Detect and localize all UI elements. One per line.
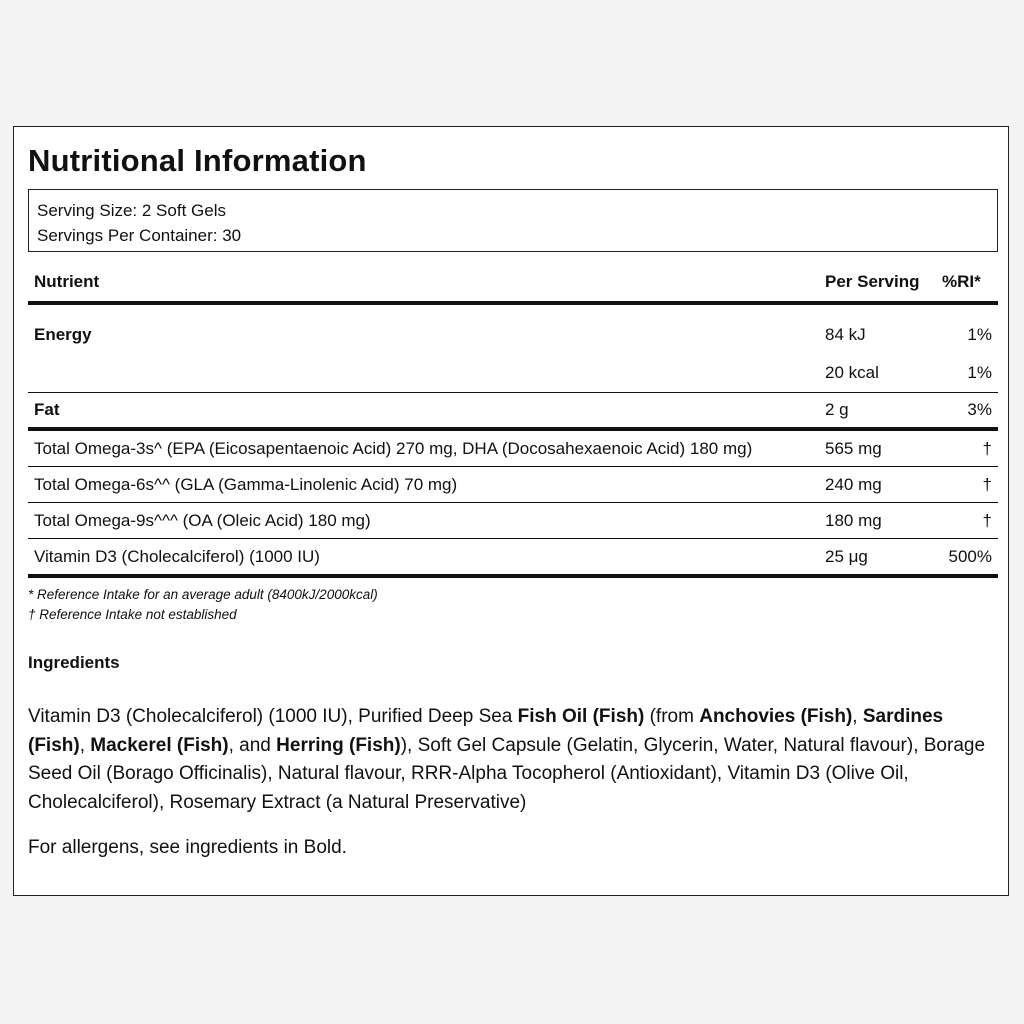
ingredient-segment: , — [79, 734, 91, 756]
table-row-energy-kj — [28, 303, 998, 358]
nutrient-label: Fat — [28, 393, 819, 430]
per-serving-value: 2 g — [819, 393, 936, 430]
allergen-ingredient: Fish Oil (Fish) — [517, 706, 645, 727]
nutrition-table — [28, 263, 998, 578]
per-serving-value: 20 kcal — [819, 358, 936, 393]
ingredients-text — [28, 703, 988, 817]
table-row-energy-kcal — [28, 358, 998, 393]
serving-info-box — [28, 189, 998, 252]
ri-footnote: * Reference Intake for an average adult (8400kJ/2000kcal) — [28, 587, 378, 602]
ri-value: † — [936, 467, 998, 503]
per-serving-value: 25 μg — [819, 539, 936, 577]
serving-size: Serving Size: 2 Soft Gels — [37, 201, 226, 220]
header-ri: %RI* — [936, 263, 998, 303]
nutrient-label-empty — [28, 358, 819, 393]
table-row — [28, 503, 998, 539]
ri-value: 1% — [936, 358, 998, 393]
table-row — [28, 429, 998, 467]
allergen-ingredient: Mackerel (Fish) — [90, 734, 229, 756]
allergen-note: For allergens, see ingredients in Bold. — [28, 837, 347, 858]
ingredient-segment: , — [852, 706, 863, 727]
ri-value: 3% — [936, 393, 998, 430]
ri-value: † — [936, 429, 998, 467]
ri-value: † — [936, 503, 998, 539]
table-row — [28, 539, 998, 577]
ingredient-segment: Vitamin D3 (Cholecalciferol) (1000 IU), Purified Deep Sea — [28, 706, 518, 727]
ri-value: 1% — [967, 324, 992, 344]
allergen-ingredient: Sardines (Fish) — [28, 706, 944, 756]
allergen-ingredient: Herring (Fish) — [276, 734, 401, 756]
ri-value: 500% — [936, 539, 998, 577]
dagger-footnote: † Reference Intake not established — [28, 607, 237, 622]
ingredient-segment: , and — [228, 734, 277, 756]
per-serving-value: 240 mg — [819, 467, 936, 503]
footnotes — [28, 585, 378, 625]
per-serving-value: 84 kJ — [825, 324, 866, 344]
ingredient-segment: (from — [644, 706, 700, 727]
servings-per-container: Servings Per Container: 30 — [37, 226, 242, 245]
header-nutrient: Nutrient — [28, 263, 819, 303]
page-title: Nutritional Information — [28, 143, 367, 178]
nutrient-label: Total Omega-6s^^ (GLA (Gamma-Linolenic Acid) 70 mg) — [28, 467, 819, 503]
table-row-fat — [28, 393, 998, 430]
per-serving-value: 180 mg — [819, 503, 936, 539]
table-header-row — [28, 263, 998, 303]
ingredients-heading: Ingredients — [28, 653, 120, 672]
nutrition-panel — [13, 126, 1009, 896]
nutrient-label: Vitamin D3 (Cholecalciferol) (1000 IU) — [28, 539, 819, 577]
header-per-serving: Per Serving — [819, 263, 936, 303]
allergen-ingredient: Anchovies (Fish) — [699, 706, 853, 727]
nutrient-label: Total Omega-3s^ (EPA (Eicosapentaenoic Acid) 270 mg, DHA (Docosahexaenoic Acid) 180 mg) — [28, 429, 819, 467]
per-serving-value: 565 mg — [819, 429, 936, 467]
nutrient-label: Energy — [34, 324, 92, 344]
table-row — [28, 467, 998, 503]
nutrient-label: Total Omega-9s^^^ (OA (Oleic Acid) 180 mg) — [28, 503, 819, 539]
ingredient-segment: ), Soft Gel Capsule (Gelatin, Glycerin, Water, Natural flavour), Borage Seed Oil (Borago Officinalis), Natural flavour, RRR-Alpha Tocopherol (Antioxidant), Vitamin D3 (Olive Oil, Cholecalciferol), Rosemary Extract (a Natural Preservative) — [28, 734, 986, 813]
